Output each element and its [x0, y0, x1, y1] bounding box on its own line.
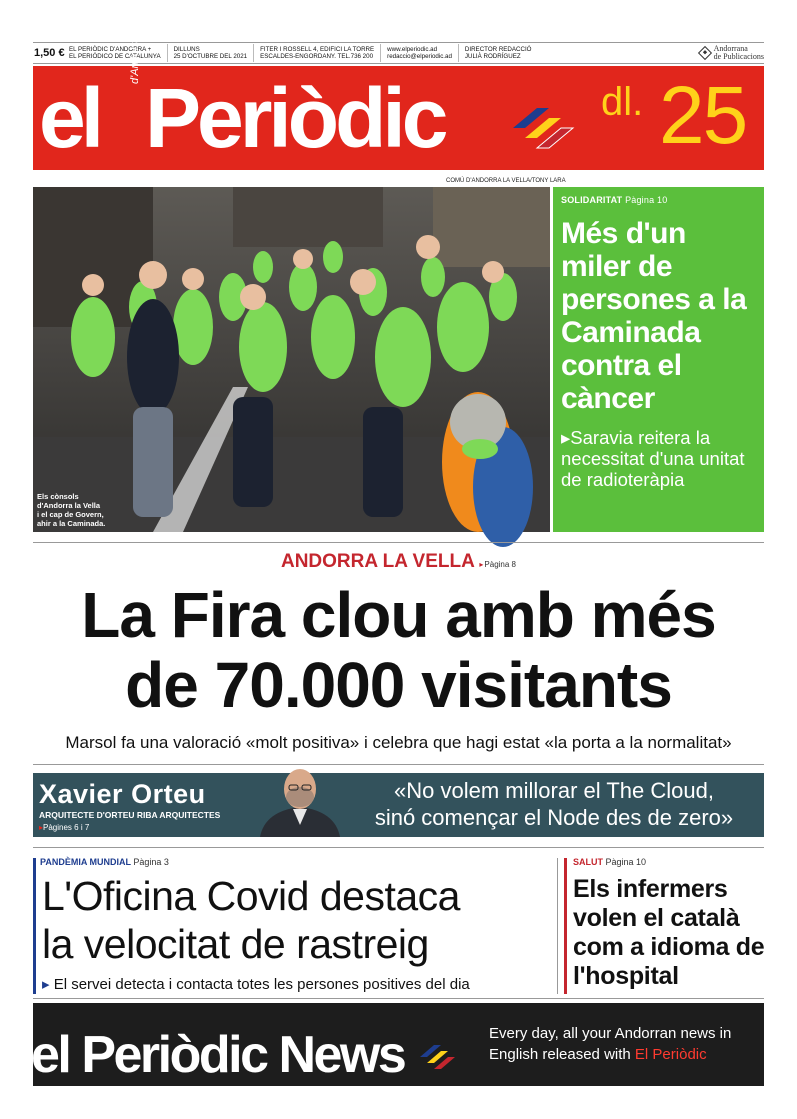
publication-names: EL PERIÒDIC D'ANDORRA + EL PERIÓDICO DE CATALUNYA — [69, 46, 161, 60]
interviewee-role: ARQUITECTE D'ORTEU RIBA ARQUITECTES — [39, 810, 221, 820]
solidaritat-story[interactable] — [553, 187, 764, 532]
andorra-flag-stripes-icon — [419, 1045, 459, 1071]
salut-kicker: SALUT Pàgina 10 — [573, 857, 647, 867]
photo-caption: Els cònsols d'Andorra la Vella i el cap de Govern, ahir a la Caminada. — [37, 492, 106, 528]
news-brand: El Periòdic — [634, 1046, 707, 1063]
masthead-weekday: dl. — [601, 80, 644, 124]
periodic-news-banner[interactable] — [33, 1003, 764, 1086]
divider — [33, 847, 764, 848]
director: DIRECTOR REDACCIÓ JULIÀ RODRÍGUEZ — [458, 44, 538, 62]
main-subhead: Marsol fa una valoració «molt positiva» i celebra que hagi estat «la porta a la normalitat» — [65, 733, 732, 752]
crowd-illustration — [33, 187, 550, 532]
masthead-name: Periòdic — [145, 71, 445, 165]
covid-kicker: PANDÈMIA MUNDIAL Pàgina 3 — [40, 857, 169, 867]
interviewee-name: Xavier Orteu — [39, 779, 206, 809]
main-kicker: ANDORRA LA VELLA ▸ Pàgina 8 — [0, 551, 797, 573]
caminada-photo[interactable] — [33, 187, 550, 532]
masthead-el: el — [39, 71, 100, 165]
solidaritat-subhead: ▸ Saravia reitera la necessitat d'una unitat de radioteràpia — [561, 427, 756, 490]
publisher-logo: Andorrana de Publicacions — [700, 45, 764, 61]
covid-headline[interactable]: L'Oficina Covid destaca la velocitat de rastreig — [42, 873, 460, 967]
solidaritat-headline[interactable]: Més d'un miler de persones a la Caminada contra el càncer — [561, 217, 747, 415]
divider — [33, 542, 764, 543]
address: FITER I ROSSELL 4, EDIFICI LA TORRE ESCALDES-ENGORDANY. TEL.736 200 — [253, 44, 380, 62]
news-tagline: Every day, all your Andorran news in English released with El Periòdic — [489, 1025, 732, 1063]
interview-bar[interactable] — [33, 773, 764, 837]
main-headline[interactable]: La Fira clou amb més de 70.000 visitants — [81, 579, 716, 721]
top-info-strip — [33, 42, 764, 64]
covid-accent-bar — [33, 858, 36, 994]
news-logo: el Periòdic News — [31, 1026, 405, 1084]
column-divider — [557, 858, 558, 994]
issue-date: DILLUNS 25 D'OCTUBRE DEL 2021 — [167, 44, 254, 62]
publisher-diamond-icon — [697, 46, 711, 60]
masthead-day-number: 25 — [659, 70, 747, 161]
web-contact[interactable]: www.elperiodic.ad redaccio@elperiodic.ad — [380, 44, 458, 62]
salut-accent-bar — [564, 858, 567, 994]
andorra-flag-stripes-icon — [511, 108, 577, 150]
interview-page-ref: ▸ Pàgines 6 i 7 — [39, 823, 89, 832]
covid-subhead: ▸ El servei detecta i contacta totes les persones positives del dia — [42, 975, 470, 993]
solidaritat-kicker: SOLIDARITAT Pàgina 10 — [561, 195, 668, 205]
divider — [33, 998, 764, 999]
photo-credit: COMÚ D'ANDORRA LA VELLA/TONY LARA — [446, 178, 566, 184]
interviewee-portrait — [255, 759, 345, 837]
salut-headline[interactable]: Els infermers volen el català com a idioma de l'hospital — [573, 875, 765, 990]
main-page-ref: ▸ Pàgina 8 — [479, 560, 516, 569]
divider — [33, 764, 764, 765]
interview-quote: «No volem millorar el The Cloud, sinó començar el Node des de zero» — [374, 778, 734, 830]
masthead-tagline: d'Andorra — [129, 36, 141, 84]
cover-price: 1,50 € — [34, 46, 65, 59]
